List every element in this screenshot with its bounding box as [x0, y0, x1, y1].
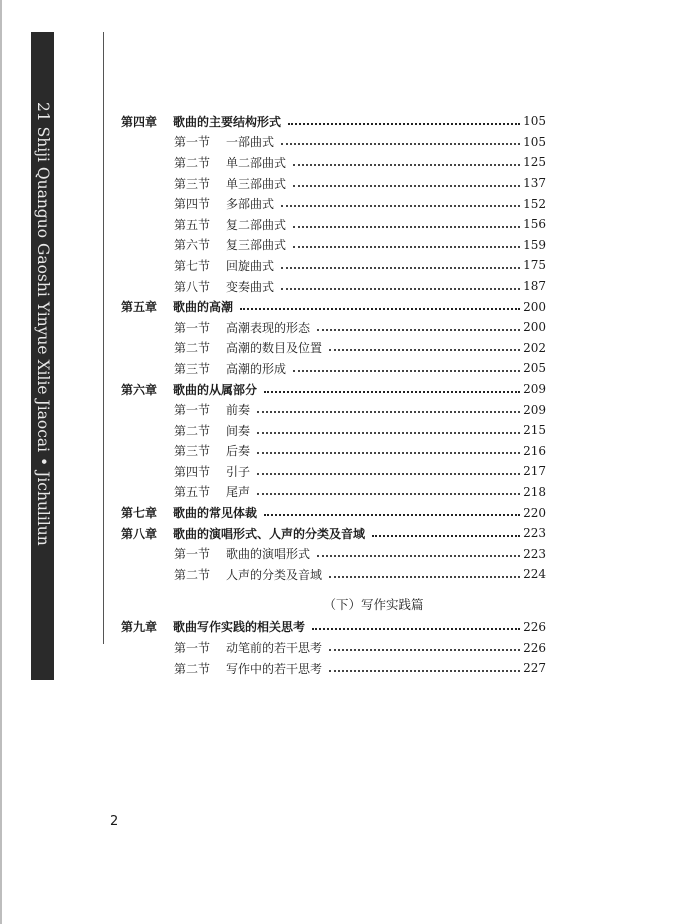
toc-entry-title: 歌曲的主要结构形式 [173, 114, 282, 129]
toc-entry-title: 歌曲的从属部分 [173, 382, 258, 397]
toc-leader-dots [329, 575, 520, 578]
toc-entry-title: 歌曲的常见体裁 [173, 506, 258, 521]
toc-entry-number: 第一节 [174, 135, 211, 150]
toc-leader-dots [317, 554, 520, 557]
toc-entry-page: 175 [523, 258, 546, 273]
toc-entry-page: 227 [523, 661, 546, 676]
toc-section-row[interactable] [121, 358, 546, 379]
toc-entry-page: 223 [523, 546, 546, 561]
toc-entry-number: 第三节 [174, 176, 211, 191]
toc-entry-page: 209 [523, 402, 546, 417]
toc-section-row[interactable] [121, 658, 546, 679]
toc-entry-number: 第三节 [174, 361, 211, 376]
toc-entry-title: 间奏 [226, 423, 251, 438]
toc-section-row[interactable] [121, 420, 546, 441]
toc-entry-title: 回旋曲式 [226, 258, 275, 273]
toc-entry-title: 尾声 [226, 485, 251, 500]
toc-section-row[interactable] [121, 152, 546, 173]
toc-chapter-row[interactable] [121, 111, 546, 132]
toc-entry-page: 215 [523, 423, 546, 438]
page-edge [0, 0, 2, 924]
toc-entry-title: 动笔前的若干思考 [226, 641, 323, 656]
toc-entry-title: 复三部曲式 [226, 238, 287, 253]
toc-entry-page: 223 [523, 526, 546, 541]
toc-entry-page: 202 [523, 340, 546, 355]
toc-leader-dots [257, 451, 520, 454]
toc-leader-dots [312, 627, 520, 630]
toc-entry-number: 第二节 [174, 341, 211, 356]
toc-leader-dots [329, 669, 520, 672]
vertical-rule [103, 32, 104, 644]
toc-entry-number: 第二节 [174, 423, 211, 438]
part-heading: （下）写作实践篇 [323, 596, 424, 612]
toc-section-row[interactable] [121, 637, 546, 658]
toc-chapter-row[interactable] [121, 523, 546, 544]
toc-entry-page: 159 [523, 237, 546, 252]
toc-section-row[interactable] [121, 543, 546, 564]
toc-section-row[interactable] [121, 482, 546, 503]
toc-entry-page: 226 [523, 640, 546, 655]
toc-section-row[interactable] [121, 461, 546, 482]
toc-section-row[interactable] [121, 338, 546, 359]
toc-entry-page: 156 [523, 217, 546, 232]
toc-entry-title: 后奏 [226, 444, 251, 459]
toc-entry-title: 前奏 [226, 403, 251, 418]
toc-entry-page: 200 [523, 299, 546, 314]
toc-entry-page: 220 [523, 505, 546, 520]
toc-entry-page: 105 [523, 114, 546, 129]
toc-list-lower [121, 617, 546, 679]
toc-leader-dots [240, 307, 520, 310]
toc-section-row[interactable] [121, 235, 546, 256]
toc-chapter-row[interactable] [121, 502, 546, 523]
spine-text: 21 Shiji Quanguo Gaoshi Yinyue Xilie Jiaocai • Jichulilun [34, 102, 52, 546]
toc-entry-number: 第二节 [174, 155, 211, 170]
table-of-contents [121, 111, 546, 678]
toc-entry-number: 第七章 [121, 506, 158, 521]
toc-leader-dots [317, 328, 520, 331]
toc-leader-dots [257, 431, 520, 434]
spine-banner [31, 32, 54, 680]
toc-entry-number: 第一节 [174, 403, 211, 418]
toc-entry-page: 217 [523, 464, 546, 479]
toc-leader-dots [293, 225, 520, 228]
toc-chapter-row[interactable] [121, 379, 546, 400]
toc-entry-title: 多部曲式 [226, 197, 275, 212]
toc-leader-dots [293, 184, 520, 187]
toc-entry-number: 第四节 [174, 464, 211, 479]
toc-section-row[interactable] [121, 276, 546, 297]
toc-section-row[interactable] [121, 441, 546, 462]
toc-leader-dots [329, 348, 520, 351]
toc-entry-title: 复二部曲式 [226, 217, 287, 232]
toc-section-row[interactable] [121, 255, 546, 276]
toc-entry-title: 单三部曲式 [226, 176, 287, 191]
toc-entry-number: 第二节 [174, 567, 211, 582]
toc-leader-dots [281, 287, 520, 290]
toc-leader-dots [293, 369, 520, 372]
toc-entry-number: 第一节 [174, 641, 211, 656]
toc-entry-number: 第五节 [174, 217, 211, 232]
toc-entry-page: 205 [523, 361, 546, 376]
toc-entry-title: 人声的分类及音域 [226, 567, 323, 582]
toc-leader-dots [288, 122, 520, 125]
toc-entry-number: 第一节 [174, 320, 211, 335]
toc-section-row[interactable] [121, 173, 546, 194]
toc-entry-title: 单二部曲式 [226, 155, 287, 170]
toc-section-row[interactable] [121, 193, 546, 214]
toc-entry-number: 第六章 [121, 382, 158, 397]
toc-entry-title: 歌曲的演唱形式、人声的分类及音域 [173, 526, 366, 541]
toc-entry-title: 高潮的数目及位置 [226, 341, 323, 356]
toc-entry-title: 歌曲写作实践的相关思考 [173, 620, 306, 635]
toc-leader-dots [372, 534, 520, 537]
toc-entry-number: 第八节 [174, 279, 211, 294]
toc-entry-page: 224 [523, 567, 546, 582]
toc-entry-page: 200 [523, 320, 546, 335]
toc-section-row[interactable] [121, 317, 546, 338]
toc-entry-page: 105 [523, 134, 546, 149]
toc-entry-title: 歌曲的演唱形式 [226, 547, 311, 562]
toc-leader-dots [264, 390, 520, 393]
toc-entry-title: 变奏曲式 [226, 279, 275, 294]
toc-section-row[interactable] [121, 132, 546, 153]
toc-leader-dots [281, 266, 520, 269]
toc-entry-page: 216 [523, 443, 546, 458]
toc-entry-number: 第九章 [121, 620, 158, 635]
toc-entry-title: 写作中的若干思考 [226, 661, 323, 676]
page-number: 2 [110, 814, 119, 829]
toc-entry-number: 第五章 [121, 300, 158, 315]
toc-entry-number: 第三节 [174, 444, 211, 459]
toc-entry-number: 第四章 [121, 114, 158, 129]
toc-leader-dots [281, 142, 520, 145]
toc-entry-page: 152 [523, 196, 546, 211]
toc-leader-dots [257, 472, 520, 475]
toc-entry-title: 引子 [226, 464, 251, 479]
toc-section-row[interactable] [121, 214, 546, 235]
toc-entry-number: 第二节 [174, 661, 211, 676]
toc-leader-dots [264, 513, 520, 516]
toc-entry-title: 歌曲的高潮 [173, 300, 234, 315]
toc-entry-number: 第六节 [174, 238, 211, 253]
toc-leader-dots [293, 163, 520, 166]
toc-chapter-row[interactable] [121, 296, 546, 317]
toc-chapter-row[interactable] [121, 617, 546, 638]
toc-entry-number: 第八章 [121, 526, 158, 541]
toc-entry-page: 187 [523, 279, 546, 294]
toc-entry-page: 125 [523, 155, 546, 170]
toc-entry-page: 226 [523, 619, 546, 634]
toc-entry-page: 137 [523, 176, 546, 191]
toc-entry-number: 第七节 [174, 258, 211, 273]
toc-entry-number: 第一节 [174, 547, 211, 562]
toc-entry-page: 218 [523, 484, 546, 499]
toc-list-upper [121, 111, 546, 585]
toc-entry-page: 209 [523, 382, 546, 397]
toc-section-row[interactable] [121, 399, 546, 420]
toc-entry-title: 一部曲式 [226, 135, 275, 150]
toc-entry-number: 第四节 [174, 197, 211, 212]
toc-leader-dots [281, 204, 520, 207]
toc-entry-title: 高潮的形成 [226, 361, 287, 376]
toc-entry-title: 高潮表现的形态 [226, 320, 311, 335]
toc-leader-dots [293, 245, 520, 248]
toc-leader-dots [257, 410, 520, 413]
toc-section-row[interactable] [121, 564, 546, 585]
toc-leader-dots [257, 492, 520, 495]
toc-entry-number: 第五节 [174, 485, 211, 500]
toc-leader-dots [329, 648, 520, 651]
